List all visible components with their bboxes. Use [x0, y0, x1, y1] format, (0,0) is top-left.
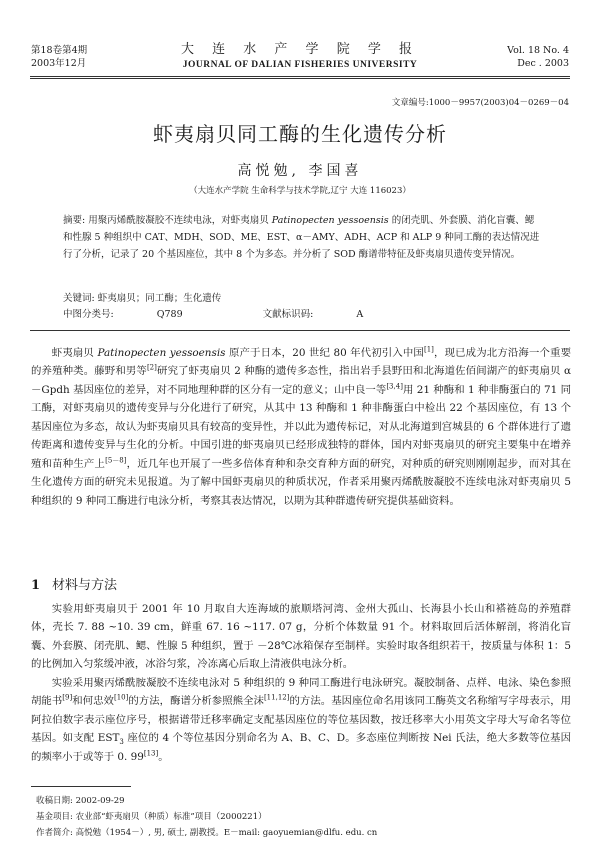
doc-label: 文献标识码:: [262, 309, 314, 320]
p1-text-2: 原产于日本，20 世纪 80 年代初引入中国: [225, 347, 424, 359]
section-heading: [31, 574, 117, 593]
ref-9: [9]: [62, 693, 73, 702]
p3-text-6: 。: [158, 750, 169, 763]
abstract: [63, 213, 541, 263]
p1-species: Patinopecten yessoensis: [97, 347, 226, 359]
header-rule-bottom: [30, 78, 570, 79]
p1-text-4: 研究了虾夷扇贝 2 种酶的遗传多态性，指出岩手县野田和北海道佐佰间湖产的虾夷扇贝 α－Gpdh 基因座位的差异，对不同地理种群的区分有一定的意义；山中良一等: [31, 365, 571, 396]
est-subscript: 3: [119, 738, 124, 747]
keywords-text: 虾夷扇贝；同工酶；生化遗传: [94, 293, 222, 304]
p1-text-1: 虾夷扇贝: [51, 347, 98, 359]
p1-text-3: ，现已成为北方沿海一个重要的养殖种类。藤野和男等: [31, 347, 571, 378]
header-date-en: Dec . 2003: [517, 58, 569, 69]
doc-code: [263, 309, 404, 320]
p1-text-6: ，近几年也开展了一些多倍体育种和杂交育种方面的研究，对种质的研究则刚刚起步，而对其在生化遗传方面的研究未见报道。为了解中国虾夷扇贝的种质状况，作者采用聚丙烯酰胺凝胶不连续电泳对虾夷扇贝 5 种组织的 9 种同工酶进行电泳分析，考察其表达情况，以期为其种群遗传研究提供基础资料。: [31, 457, 571, 507]
header-vol-cn: 第18卷第4期: [31, 45, 88, 56]
clc-code: [63, 309, 223, 320]
p3-text-5: 座位的 4 个等位基因分别命名为 A、B、C、D。多态座位判断按 Nei 氏法，绝大多数等位基因的频率小于或等于 0. 99: [31, 732, 571, 763]
materials-paragraph: 实验用虾夷扇贝于 2001 年 10 月取自大连海域的旅顺塔河湾、金州大孤山、长海县小长山和褡裢岛的养殖群体，壳长 7. 88 ~10. 39 cm，鲜重 67. 16 ~117. 07 g，分析个体数量 91 个。材料取回后活体解剖，将消化盲囊、外套膜、闭壳肌、鳃、性腺 5 种组织，置于 －28℃冰箱保存至制样。实验时取各组织若干，按质量与体积 1：5 的比例加入匀浆缓冲液，冰浴匀浆，冷冻离心后取上清液供电泳分析。: [31, 603, 571, 671]
ref-13: [13]: [143, 749, 159, 758]
header-vol-en: Vol. 18 No. 4: [507, 45, 569, 56]
footnote-rule: [31, 786, 131, 787]
methods-paragraphs: [31, 600, 571, 766]
doc-value: A: [353, 309, 364, 320]
journal-name-en: JOURNAL OF DALIAN FISHERIES UNIVERSITY: [182, 60, 418, 70]
affiliation: （大连水产学院 生命科学与技术学院,辽宁 大连 116023）: [189, 186, 411, 196]
ref-2: [2]: [146, 363, 157, 372]
clc-label: 中图分类号:: [63, 309, 114, 320]
header-volume-en: [507, 44, 569, 70]
ref-10: [10]: [113, 693, 129, 702]
keywords-label: 关键词:: [63, 293, 95, 304]
p3-text-1: 实验采用聚丙烯酰胺凝胶不连续电泳对 5 种组织的 9 种同工酶进行电泳研究。凝胶制备、点样、电泳、染色参照胡能书: [31, 676, 571, 708]
journal-name-cn: 大 连 水 产 学 院 学 报: [181, 42, 419, 57]
section-title: 材料与方法: [52, 578, 118, 593]
ref-3-4: [3,4]: [386, 382, 403, 391]
header-date-cn: 2003年12月: [31, 58, 87, 69]
ref-11-12: [11,12]: [263, 693, 290, 702]
abstract-rule: [30, 330, 570, 331]
clc-value: Q789: [153, 309, 183, 320]
journal-header: [150, 42, 450, 72]
keywords: [63, 290, 221, 304]
footnote-received: 收稿日期: 2002-09-29: [36, 796, 125, 806]
authors: 高悦勉, 李国喜: [237, 163, 363, 179]
page-title: 虾夷扇贝同工酶的生化遗传分析: [153, 122, 447, 146]
header-volume-cn: [31, 44, 87, 70]
p1-text-5: 用 21 种酶和 1 种非酶蛋白的 71 同工酶，对虾夷扇贝的遗传变异与分化进行了研究，从其中 13 种酶和 1 种非酶蛋白中检出 22 个基因座位，有 13 个基因座位为多态，故认为虾夷扇贝具有较高的变异性，并以此为遗传标记，对从北海道到宫城县的 6 个群体进行了遗传距离和遗传变异与生化的分析。中国引进的虾夷扇贝已经形成独特的群体，国内对虾夷扇贝的研究主要集中在增养殖和苗种生产上: [31, 383, 571, 470]
abstract-text-a: 用聚丙烯酰胺凝胶不连续电泳，对虾夷扇贝: [85, 215, 272, 226]
p3-text-4: 的方法。基因座位命名用该同工酶英文名称缩写字母表示，用阿拉伯数字表示座位序号，根据谱带迁移率确定支配基因座位的等位基因数，按迁移率大小用英文字母大写命名等位基因。如支配 EST: [31, 695, 572, 745]
abstract-species: Patinopecten yessoensis: [271, 215, 389, 226]
abstract-label: 摘要:: [63, 215, 86, 226]
abstract-text-b: 的闭壳肌、外套膜、消化盲囊、鳃和性腺 5 种组织中 CAT、MDH、SOD、ME、EST、α－AMY、ADH、ACP 和 ALP 9 种同工酶的表达情况进行了分析，记录了 20 个基因座位，其中 8 个为多态。并分析了 SOD 酶谱带特征及虾夷扇贝遗传变异情况。: [63, 215, 540, 260]
classification: [63, 306, 443, 320]
ref-5-8: [5－8]: [105, 456, 127, 465]
header-rule-top: [30, 76, 570, 77]
footnote-fund: 基金项目: 农业部“虾夷扇贝（种质）标准”项目（2000221）: [36, 812, 267, 822]
article-number: 文章编号:1000－9957(2003)04－0269－04: [391, 98, 569, 108]
p3-text-2: 和何忠效: [72, 695, 114, 708]
ref-1: [1]: [423, 345, 434, 354]
footnote-author: 作者简介: 高悦勉（1954－）, 男, 硕士, 副教授。E－mail: gaoyuemian@dlfu. edu. cn: [36, 828, 378, 838]
section-number: 1: [31, 578, 41, 593]
p3-text-3: 的方法，酶谱分析参照熊全沫: [128, 695, 264, 708]
intro-paragraph: [31, 344, 571, 510]
methods-paragraph: [31, 674, 571, 766]
